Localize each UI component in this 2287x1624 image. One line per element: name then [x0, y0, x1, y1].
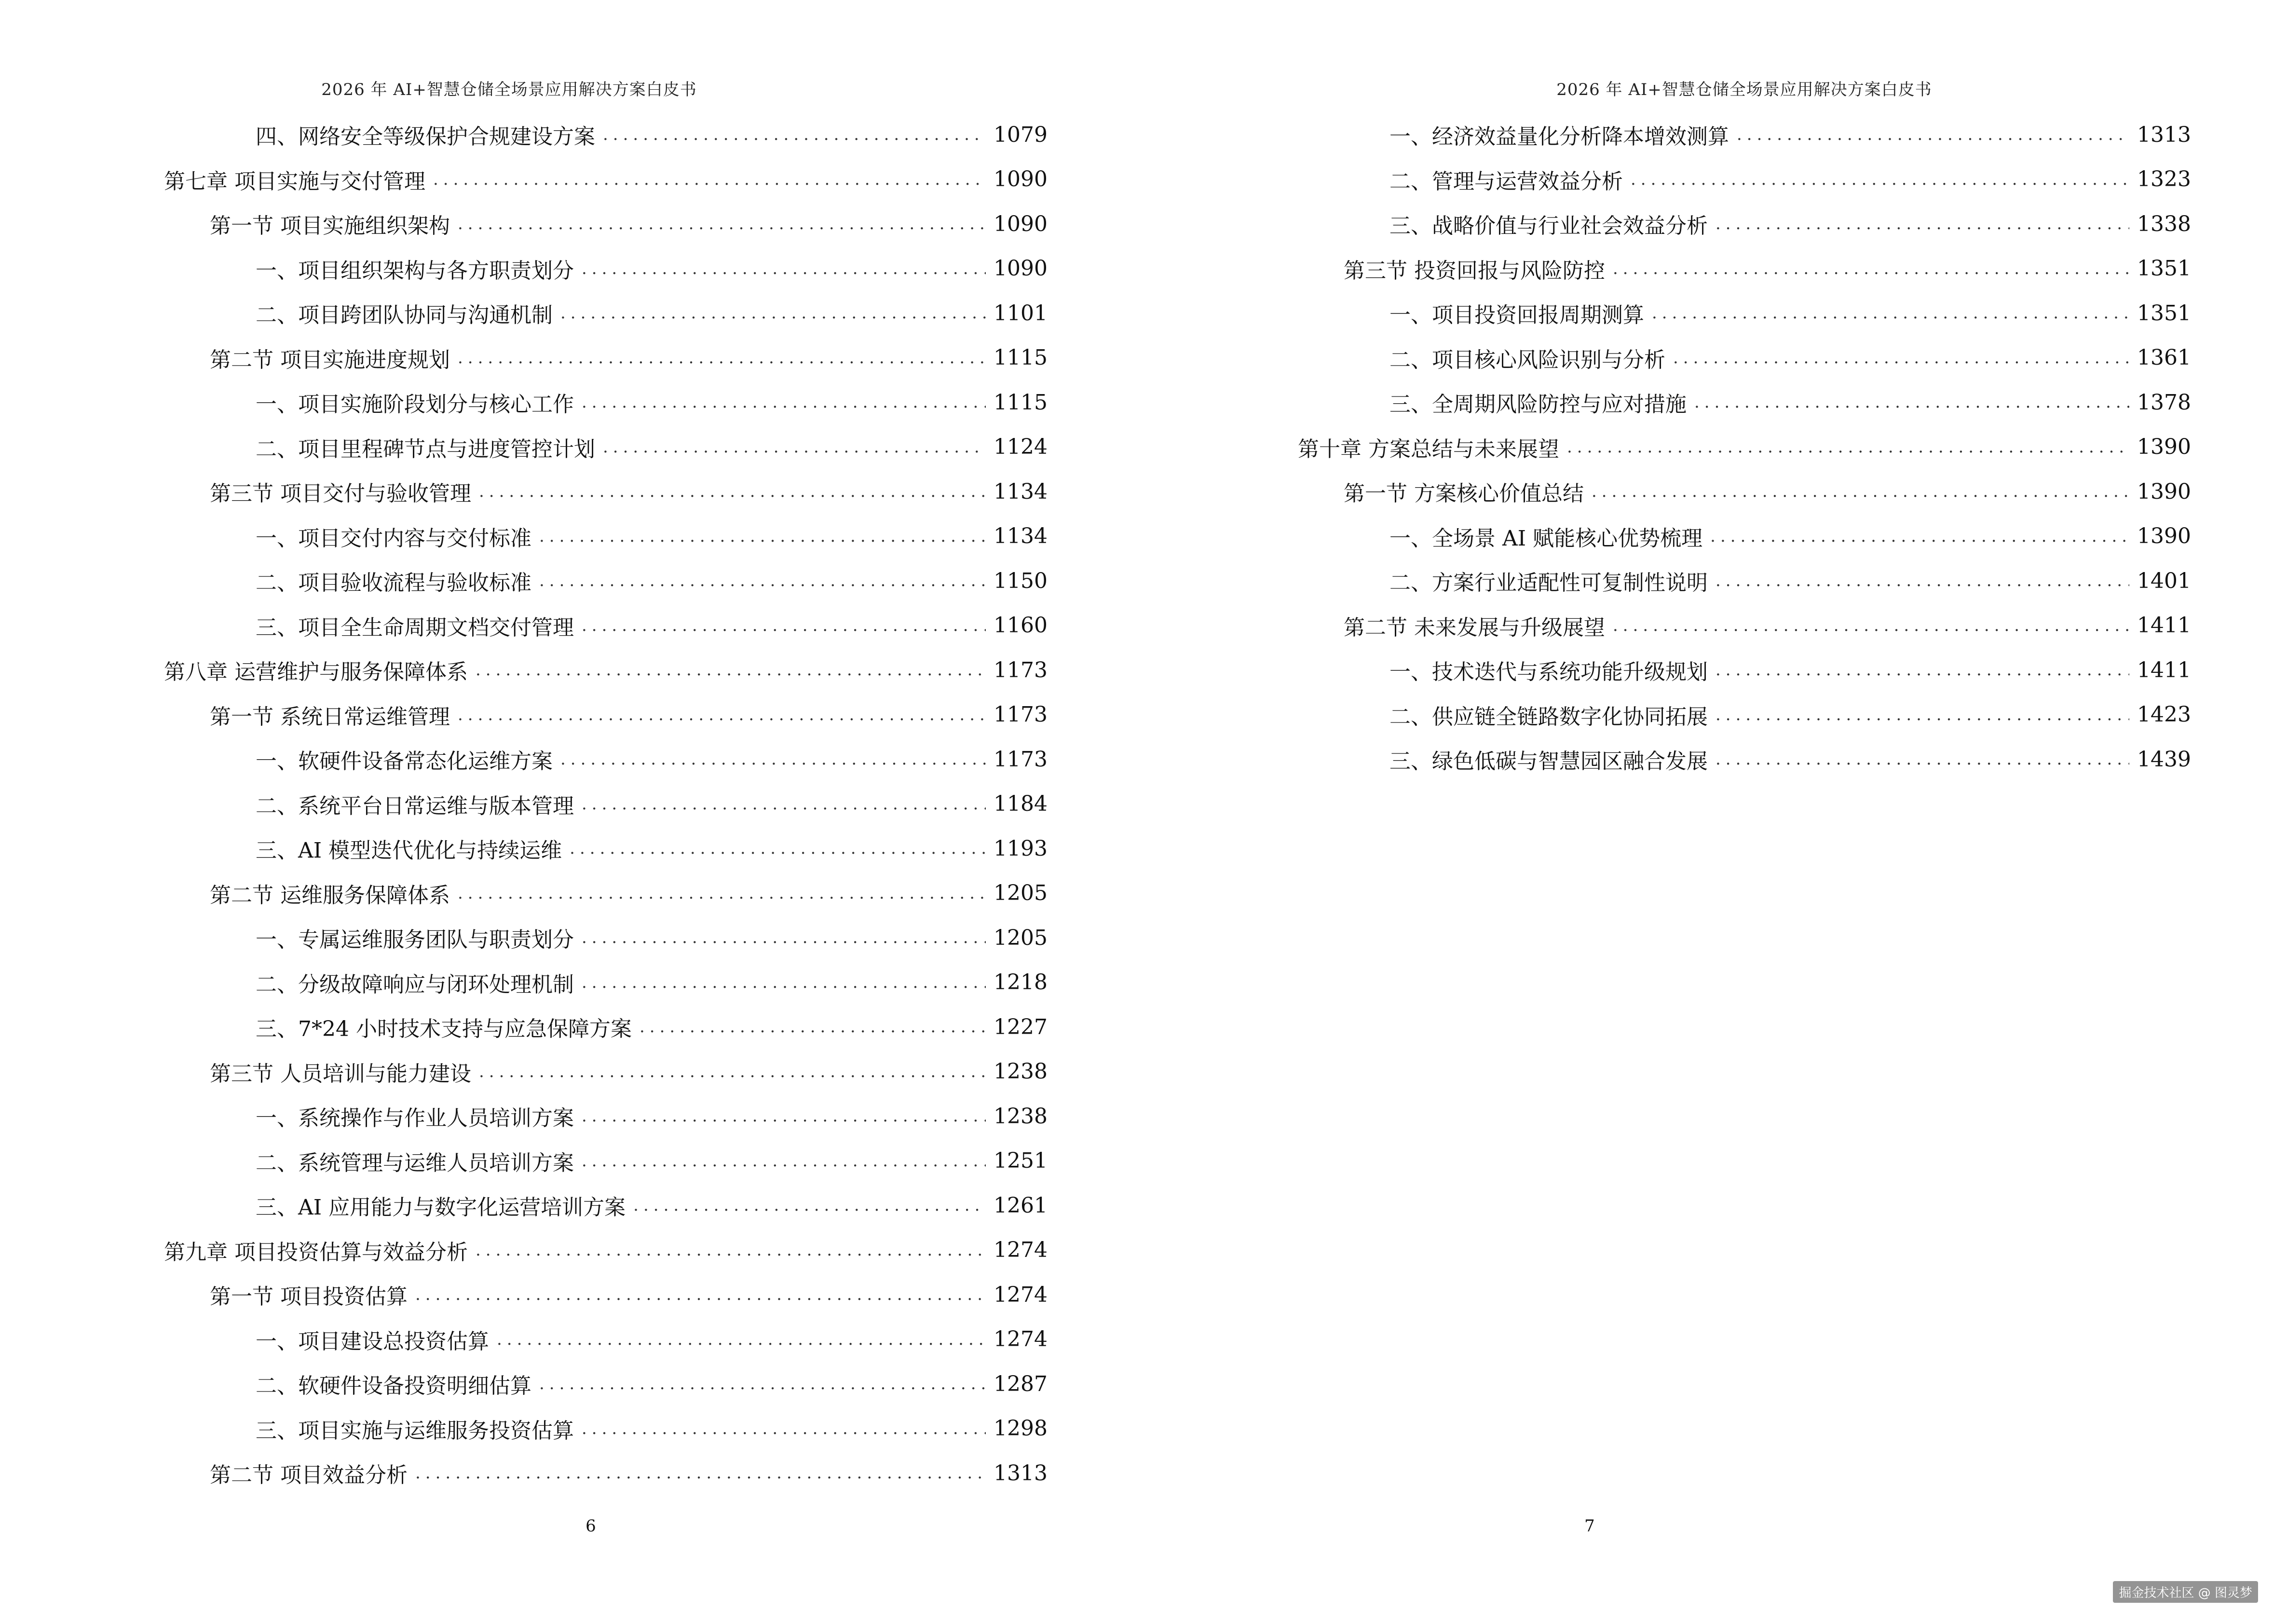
dot-leader — [1715, 698, 2129, 732]
toc-entry-page: 1193 — [994, 836, 1048, 861]
toc-entry-title: 一、软硬件设备常态化运维方案 — [256, 749, 553, 774]
toc-entry-page: 1251 — [994, 1148, 1048, 1173]
watermark: 掘金技术社区 @ 图灵梦 — [2113, 1581, 2258, 1603]
dot-leader — [582, 609, 986, 642]
toc-entry-page: 1150 — [994, 568, 1048, 593]
right-page — [1144, 0, 2287, 1624]
dot-leader — [560, 742, 986, 776]
toc-entry-title: 第二节 运维服务保障体系 — [210, 883, 450, 908]
toc-entry-title: 一、项目交付内容与交付标准 — [256, 526, 531, 551]
toc-entry-title: 二、项目验收流程与验收标准 — [256, 571, 531, 595]
toc-entry[interactable] — [256, 519, 1048, 553]
toc-entry-title: 第二节 未来发展与升级展望 — [1344, 615, 1605, 640]
toc-entry[interactable] — [210, 1278, 1048, 1311]
toc-entry-title: 三、绿色低碳与智慧园区融合发展 — [1389, 749, 1708, 774]
toc-entry-page: 1090 — [994, 211, 1048, 236]
toc-entry-title: 第三节 项目交付与验收管理 — [210, 481, 471, 506]
toc-entry-page: 1173 — [994, 747, 1048, 772]
toc-entry-title: 第九章 项目投资估算与效益分析 — [164, 1240, 468, 1265]
toc-entry-page: 1323 — [2137, 167, 2191, 191]
toc-entry-title: 第二节 项目效益分析 — [210, 1463, 408, 1488]
dot-leader — [479, 1055, 986, 1089]
toc-entry-page: 1115 — [994, 390, 1048, 415]
toc-entry-page: 1090 — [994, 167, 1048, 191]
dot-leader — [476, 1233, 986, 1267]
toc-entry[interactable] — [256, 296, 1048, 330]
toc-entry-title: 二、方案行业适配性可复制性说明 — [1389, 571, 1708, 595]
toc-entry-title: 三、项目实施与运维服务投资估算 — [256, 1418, 574, 1443]
dot-leader — [560, 296, 986, 330]
toc-entry[interactable] — [256, 1367, 1048, 1401]
toc-entry[interactable] — [210, 341, 1048, 375]
toc-entry[interactable] — [256, 1010, 1048, 1044]
toc-entry-page: 1390 — [2137, 435, 2191, 459]
toc-entry-title: 一、系统操作与作业人员培训方案 — [256, 1106, 574, 1131]
dot-leader — [458, 698, 986, 732]
page-number: 6 — [585, 1516, 596, 1536]
toc-entry-title: 三、7*24 小时技术支持与应急保障方案 — [256, 1017, 632, 1041]
toc-entry-title: 一、技术迭代与系统功能升级规划 — [1389, 660, 1708, 684]
toc-entry-title: 第一节 项目投资估算 — [210, 1284, 408, 1309]
toc-entry[interactable] — [256, 1188, 1048, 1222]
running-header: 2026 年 AI+智慧仓储全场景应用解决方案白皮书 — [321, 80, 697, 99]
dot-leader — [1694, 385, 2129, 419]
dot-leader — [640, 1010, 986, 1044]
dot-leader — [476, 653, 986, 687]
dot-leader — [582, 1412, 986, 1446]
toc-entry[interactable] — [1344, 475, 2191, 508]
toc-entry[interactable] — [1298, 430, 2191, 464]
toc-entry-page: 1238 — [994, 1104, 1048, 1129]
toc-entry-page: 1411 — [2137, 657, 2191, 682]
toc-entry-title: 一、项目建设总投资估算 — [256, 1329, 489, 1354]
dot-leader — [479, 475, 986, 508]
toc-entry-title: 二、项目跨团队协同与沟通机制 — [256, 303, 553, 328]
dot-leader — [582, 966, 986, 999]
toc-entry-title: 二、供应链全链路数字化协同拓展 — [1389, 704, 1708, 729]
toc-entry-title: 一、项目实施阶段划分与核心工作 — [256, 392, 574, 417]
toc-entry-title: 一、项目投资回报周期测算 — [1389, 303, 1644, 328]
toc-entry-page: 1218 — [994, 970, 1048, 995]
toc-entry-page: 1160 — [994, 613, 1048, 638]
toc-entry-title: 第一节 系统日常运维管理 — [210, 704, 450, 729]
dot-leader — [1737, 118, 2129, 151]
toc-entry-page: 1401 — [2137, 568, 2191, 593]
dot-leader — [1592, 475, 2129, 508]
toc-entry-title: 三、AI 应用能力与数字化运营培训方案 — [256, 1195, 626, 1220]
toc-entry-page: 1338 — [2137, 211, 2191, 236]
dot-leader — [1715, 742, 2129, 776]
toc-entry-title: 三、战略价值与行业社会效益分析 — [1389, 214, 1708, 238]
toc-entry[interactable] — [256, 787, 1048, 821]
toc-entry[interactable] — [256, 252, 1048, 286]
toc-entry[interactable] — [1389, 207, 2191, 241]
dot-leader — [1715, 653, 2129, 687]
toc-entry-title: 第一节 方案核心价值总结 — [1344, 481, 1584, 506]
toc-entry-page: 1378 — [2137, 390, 2191, 415]
toc-entry[interactable] — [1389, 163, 2191, 196]
toc-entry[interactable] — [164, 1233, 1048, 1267]
toc-entry[interactable] — [256, 609, 1048, 642]
toc-entry-page: 1184 — [994, 792, 1048, 816]
toc-entry-page: 1274 — [994, 1238, 1048, 1262]
toc-entry-page: 1134 — [994, 524, 1048, 548]
toc-entry-page: 1227 — [994, 1014, 1048, 1039]
toc-entry-page: 1411 — [2137, 613, 2191, 638]
running-header: 2026 年 AI+智慧仓储全场景应用解决方案白皮书 — [1556, 80, 1932, 99]
toc-entry-title: 二、分级故障响应与闭环处理机制 — [256, 972, 574, 997]
dot-leader — [1652, 296, 2129, 330]
toc-entry-page: 1361 — [2137, 345, 2191, 370]
toc-entry-page: 1274 — [994, 1327, 1048, 1351]
toc-entry-title: 一、项目组织架构与各方职责划分 — [256, 258, 574, 283]
toc-entry-title: 三、全周期风险防控与应对措施 — [1389, 392, 1687, 417]
toc-entry-page: 1115 — [994, 345, 1048, 370]
toc-entry-title: 三、项目全生命周期文档交付管理 — [256, 615, 574, 640]
toc-entry-title: 二、系统管理与运维人员培训方案 — [256, 1150, 574, 1175]
dot-leader — [1715, 207, 2129, 241]
dot-leader — [1613, 609, 2129, 642]
dot-leader — [1567, 430, 2129, 464]
dot-leader — [582, 787, 986, 821]
dot-leader — [458, 876, 986, 910]
toc-entry[interactable] — [1389, 653, 2191, 687]
dot-leader — [1673, 341, 2129, 375]
toc-entry-title: 第十章 方案总结与未来展望 — [1298, 437, 1559, 462]
toc-entry[interactable] — [210, 1055, 1048, 1089]
toc-entry-page: 1173 — [994, 657, 1048, 682]
toc-entry[interactable] — [1344, 609, 2191, 642]
dot-leader — [1710, 519, 2129, 553]
dot-leader — [582, 385, 986, 419]
toc-entry-page: 1390 — [2137, 479, 2191, 504]
toc-entry[interactable] — [256, 118, 1048, 151]
toc-entry[interactable] — [256, 1144, 1048, 1178]
toc-entry-page: 1205 — [994, 881, 1048, 905]
toc-entry-page: 1351 — [2137, 256, 2191, 281]
toc-entry[interactable] — [256, 430, 1048, 464]
toc-entry-page: 1238 — [994, 1059, 1048, 1084]
page-number: 7 — [1584, 1516, 1595, 1536]
toc-entry[interactable] — [1389, 698, 2191, 732]
toc-entry[interactable] — [210, 876, 1048, 910]
toc-entry[interactable] — [256, 1412, 1048, 1446]
toc-entry-page: 1313 — [2137, 122, 2191, 147]
dot-leader — [603, 118, 986, 151]
toc-entry[interactable] — [1389, 519, 2191, 553]
toc-entry-title: 一、专属运维服务团队与职责划分 — [256, 928, 574, 952]
toc-entry[interactable] — [256, 385, 1048, 419]
dot-leader — [1715, 564, 2129, 598]
toc-entry-title: 二、项目里程碑节点与进度管控计划 — [256, 437, 595, 462]
dot-leader — [603, 430, 986, 464]
toc-entry[interactable] — [256, 921, 1048, 955]
toc-entry-title: 第一节 项目实施组织架构 — [210, 214, 450, 238]
dot-leader — [539, 564, 986, 598]
toc-entry-page: 1390 — [2137, 524, 2191, 548]
toc-entry-page: 1124 — [994, 435, 1048, 459]
toc-entry[interactable] — [210, 1456, 1048, 1490]
toc-entry-title: 三、AI 模型迭代优化与持续运维 — [256, 838, 562, 863]
toc-entry-page: 1205 — [994, 925, 1048, 950]
toc-entry-page: 1101 — [994, 300, 1048, 326]
toc-entry[interactable] — [164, 653, 1048, 687]
dot-leader — [458, 341, 986, 375]
toc-entry-page: 1079 — [994, 122, 1048, 147]
toc-entry[interactable] — [256, 1099, 1048, 1133]
dot-leader — [415, 1278, 986, 1311]
toc-entry-title: 第七章 项目实施与交付管理 — [164, 169, 425, 194]
dot-leader — [582, 1099, 986, 1133]
dot-leader — [1631, 163, 2129, 196]
dot-leader — [458, 207, 986, 241]
toc-entry-title: 一、经济效益量化分析降本增效测算 — [1389, 124, 1729, 149]
toc-entry[interactable] — [256, 832, 1048, 865]
toc-entry[interactable] — [1344, 252, 2191, 286]
toc-entry-title: 二、项目核心风险识别与分析 — [1389, 347, 1665, 372]
toc-entry-page: 1423 — [2137, 702, 2191, 727]
toc-entry-page: 1274 — [994, 1282, 1048, 1307]
toc-entry[interactable] — [256, 564, 1048, 598]
toc-entry[interactable] — [1389, 385, 2191, 419]
toc-entry[interactable] — [1389, 296, 2191, 330]
dot-leader — [633, 1188, 986, 1222]
toc-entry-page: 1351 — [2137, 300, 2191, 326]
toc-entry-page: 1090 — [994, 256, 1048, 281]
toc-entry-title: 第三节 人员培训与能力建设 — [210, 1061, 471, 1086]
toc-entry[interactable] — [210, 698, 1048, 732]
toc-entry[interactable] — [256, 1323, 1048, 1356]
toc-entry[interactable] — [1389, 564, 2191, 598]
toc-entry[interactable] — [210, 207, 1048, 241]
dot-leader — [497, 1323, 986, 1356]
toc-entry-page: 1313 — [994, 1460, 1048, 1486]
toc-entry-page: 1287 — [994, 1371, 1048, 1396]
dot-leader — [1613, 252, 2129, 286]
toc-entry[interactable] — [256, 966, 1048, 999]
toc-entry-title: 第八章 运营维护与服务保障体系 — [164, 660, 468, 684]
toc-entry[interactable] — [1389, 742, 2191, 776]
dot-leader — [582, 1144, 986, 1178]
dot-leader — [415, 1456, 986, 1490]
toc-entry-page: 1134 — [994, 479, 1048, 504]
toc-entry[interactable] — [1389, 118, 2191, 151]
dot-leader — [539, 519, 986, 553]
dot-leader — [433, 163, 986, 196]
dot-leader — [582, 252, 986, 286]
toc-entry-title: 四、网络安全等级保护合规建设方案 — [256, 124, 595, 149]
dot-leader — [582, 921, 986, 955]
toc-entry-title: 一、全场景 AI 赋能核心优势梳理 — [1389, 526, 1703, 551]
dot-leader — [570, 832, 986, 865]
toc-entry[interactable] — [164, 163, 1048, 196]
toc-entry-title: 第三节 投资回报与风险防控 — [1344, 258, 1605, 283]
toc-entry[interactable] — [1389, 341, 2191, 375]
toc-entry-page: 1439 — [2137, 747, 2191, 772]
toc-entry-page: 1261 — [994, 1193, 1048, 1218]
toc-entry-title: 第二节 项目实施进度规划 — [210, 347, 450, 372]
toc-entry[interactable] — [210, 475, 1048, 508]
toc-entry-title: 二、软硬件设备投资明细估算 — [256, 1374, 531, 1398]
toc-entry-page: 1173 — [994, 702, 1048, 727]
toc-entry[interactable] — [256, 742, 1048, 776]
dot-leader — [539, 1367, 986, 1401]
toc-entry-title: 二、系统平台日常运维与版本管理 — [256, 793, 574, 819]
toc-entry-page: 1298 — [994, 1416, 1048, 1441]
toc-entry-title: 二、管理与运营效益分析 — [1389, 169, 1623, 194]
